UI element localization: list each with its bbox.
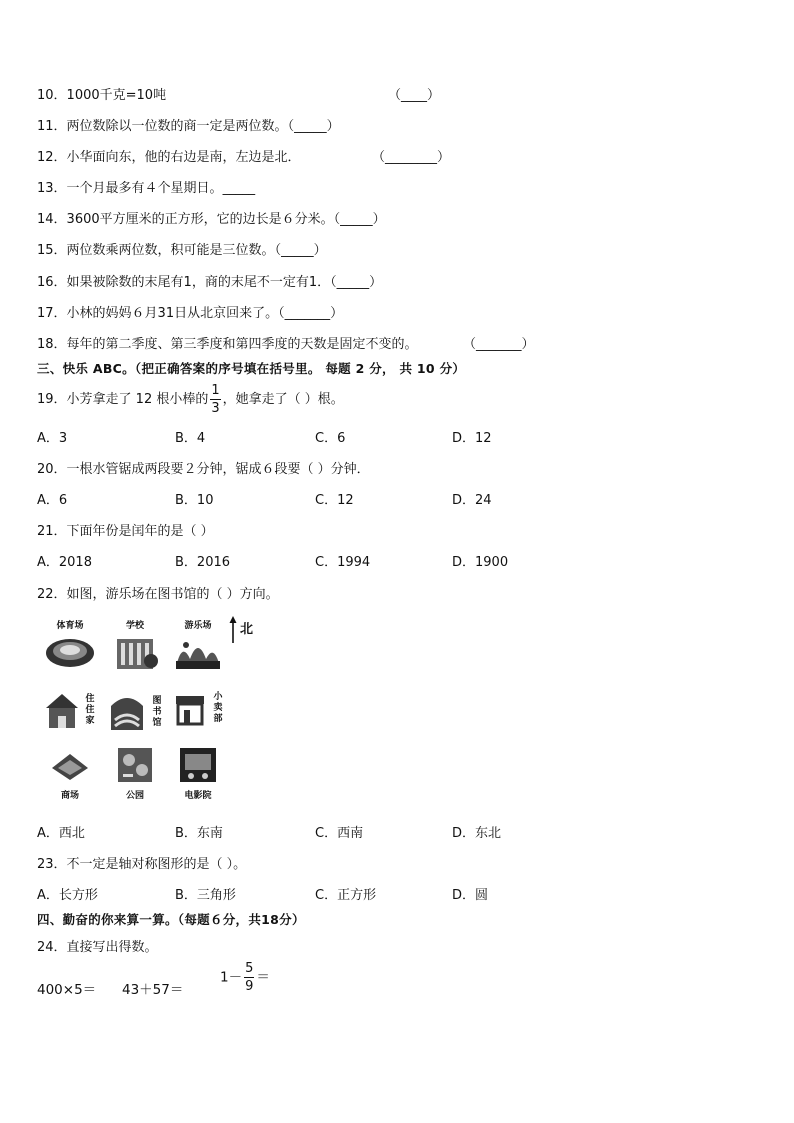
place-shop: 小卖部 — [168, 690, 228, 726]
answer-paren-15[interactable]: （_____） — [274, 243, 327, 258]
school-icon — [111, 631, 159, 671]
q19-option-c[interactable]: C．6 — [315, 431, 346, 446]
answer-paren-17[interactable]: （_______） — [278, 306, 344, 321]
house-icon — [44, 690, 80, 730]
place-residence: 住住家 — [40, 690, 100, 730]
place-school: 学校 — [105, 618, 165, 675]
answer-blank-13[interactable]: _____ — [222, 181, 256, 196]
cinema-icon — [178, 746, 218, 784]
q22-option-b[interactable]: B．东南 — [175, 826, 223, 841]
q23-option-a[interactable]: A．长方形 — [37, 888, 98, 903]
place-stadium: 体育场 — [40, 618, 100, 675]
fraction-five-ninths: $\frac{5}{9}$ — [245, 961, 254, 994]
q21-option-c[interactable]: C．1994 — [315, 555, 371, 570]
question-14: 14．3600平方厘米的正方形，它的边长是６分米。（_____） — [37, 212, 386, 227]
north-label: 北 — [240, 622, 254, 637]
amusement-park-icon — [172, 631, 224, 671]
fraction-one-third: $\frac{1}{3}$ — [211, 383, 220, 416]
place-amusement-park: 游乐场 — [168, 618, 228, 675]
question-21: 21．下面年份是闰年的是（ ） — [37, 524, 214, 539]
question-13: 13．一个月最多有４个星期日。_____ — [37, 181, 256, 196]
park-icon — [115, 746, 155, 784]
q23-option-d[interactable]: D．圆 — [452, 888, 489, 903]
q20-option-a[interactable]: A．6 — [37, 493, 68, 508]
question-11: 11．两位数除以一位数的商一定是两位数。（_____） — [37, 119, 340, 134]
place-library: 图书馆 — [105, 690, 165, 734]
north-arrow-icon — [228, 616, 238, 644]
place-park: 公园 — [105, 746, 165, 801]
question-16: 16．如果被除数的末尾有1，商的末尾不一定有1．（_____） — [37, 275, 383, 290]
question-20: 20．一根水管锯成两段要２分钟，锯成６段要（ ）分钟． — [37, 462, 370, 477]
q20-option-d[interactable]: D．24 — [452, 493, 492, 508]
q21-option-b[interactable]: B．2016 — [175, 555, 231, 570]
question-15: 15．两位数乘两位数，积可能是三位数。（_____） — [37, 243, 327, 258]
answer-paren-11[interactable]: （_____） — [287, 119, 340, 134]
question-22: 22．如图，游乐场在图书馆的（ ）方向。 — [37, 587, 279, 602]
question-12: 12．小华面向东，他的右边是南，左边是北． — [37, 150, 301, 165]
question-18: 18．每年的第二季度、第三季度和第四季度的天数是固定不变的。 — [37, 337, 418, 352]
answer-paren-10[interactable]: （____） — [388, 88, 441, 103]
answer-paren-14[interactable]: （_____） — [333, 212, 386, 227]
answer-paren-18[interactable]: （_______） — [463, 337, 535, 352]
section-4-heading: 四、勤奋的你来算一算。（每题６分，共18分） — [37, 912, 305, 927]
answer-paren-16[interactable]: （_____） — [330, 275, 383, 290]
calc-2: 43＋57＝ — [122, 982, 184, 998]
q23-option-c[interactable]: C．正方形 — [315, 888, 377, 903]
question-17: 17．小林的妈妈６月31日从北京回来了。（_______） — [37, 306, 344, 321]
q19-option-d[interactable]: D．12 — [452, 431, 492, 446]
stadium-icon — [44, 631, 96, 671]
q21-option-d[interactable]: D．1900 — [452, 555, 509, 570]
q19-option-b[interactable]: B．4 — [175, 431, 206, 446]
q20-option-c[interactable]: C．12 — [315, 493, 354, 508]
q20-option-b[interactable]: B．10 — [175, 493, 214, 508]
q22-option-d[interactable]: D．东北 — [452, 826, 502, 841]
answer-paren-12[interactable]: （________） — [372, 150, 451, 165]
q19-option-a[interactable]: A．3 — [37, 431, 68, 446]
shop-icon — [172, 690, 208, 726]
calc-1: 400×5＝ — [37, 982, 97, 998]
question-19: 19．小芳拿走了 12 根小棒的 $\frac{1}{3}$ ，她拿走了（ ）根。 — [37, 383, 344, 416]
q22-option-a[interactable]: A．西北 — [37, 826, 85, 841]
mall-icon — [48, 750, 92, 784]
library-icon — [107, 690, 147, 734]
question-24: 24．直接写出得数。 — [37, 940, 158, 955]
q21-option-a[interactable]: A．2018 — [37, 555, 92, 570]
question-23: 23．不一定是轴对称图形的是（ ）。 — [37, 857, 247, 872]
question-10: 10．1000千克=10吨 — [37, 88, 167, 103]
calc-3: 1－ $\frac{5}{9}$ ＝ — [220, 961, 270, 994]
section-3-heading: 三、快乐 ABC。（把正确答案的序号填在括号里。 每题 2 分， 共 10 分） — [37, 361, 466, 376]
q22-option-c[interactable]: C．西南 — [315, 826, 364, 841]
place-cinema: 电影院 — [168, 746, 228, 801]
q23-option-b[interactable]: B．三角形 — [175, 888, 236, 903]
place-mall: 商场 — [40, 750, 100, 801]
map-figure — [40, 612, 260, 807]
